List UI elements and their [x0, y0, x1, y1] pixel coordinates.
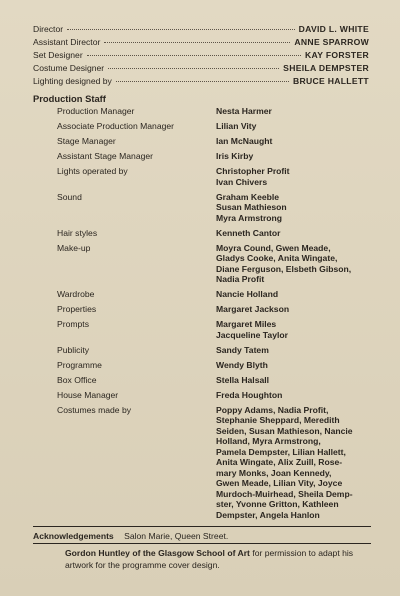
credits-list [33, 24, 369, 89]
staff-person-line: Myra Armstrong [216, 212, 283, 223]
staff-role: House Manager [57, 389, 119, 400]
staff-person-line: Pamela Dempster, Lilian Hallett, [216, 446, 346, 457]
divider [33, 526, 371, 527]
staff-people [216, 360, 372, 371]
staff-row [57, 405, 372, 521]
production-staff-list [57, 106, 372, 525]
staff-person-line: Ian McNaught [216, 136, 273, 146]
staff-people [216, 375, 372, 386]
staff-role: Assistant Stage Manager [57, 151, 154, 161]
staff-row [57, 345, 372, 356]
staff-role: Stage Manager [57, 136, 116, 146]
staff-row [57, 192, 372, 224]
staff-person-line: Sandy Tatem [216, 344, 269, 355]
staff-row [57, 319, 372, 340]
staff-people [216, 151, 372, 162]
staff-person-line: Nesta Harmer [216, 106, 272, 116]
credit-row [33, 37, 369, 50]
staff-role: Lights operated by [57, 166, 128, 176]
staff-person-line: Stephanie Sheppard, Meredith [216, 415, 340, 425]
acknowledgements-label: Acknowledgements [33, 531, 114, 541]
staff-row [57, 136, 372, 147]
staff-person-line: Diane Ferguson, Elsbeth Gibson, [216, 263, 352, 274]
credit-role: Lighting designed by [33, 76, 112, 86]
credit-name: ANNE SPARROW [294, 37, 369, 47]
staff-role: Properties [57, 304, 97, 314]
staff-row [57, 243, 372, 285]
staff-person-line: Kenneth Cantor [216, 227, 281, 238]
acknowledgements [33, 531, 373, 541]
credit-name: KAY FORSTER [305, 50, 369, 60]
staff-person-line: Graham Keeble [216, 191, 280, 202]
staff-person-line: Stella Halsall [216, 374, 270, 385]
dot-leader [108, 68, 279, 69]
staff-people [216, 192, 372, 224]
staff-person-line: Susan Mathieson [216, 202, 287, 212]
staff-people [216, 390, 372, 401]
staff-row [57, 360, 372, 371]
acknowledgements-text: Salon Marie, Queen Street. [124, 531, 229, 541]
staff-people [216, 345, 372, 356]
staff-row [57, 289, 372, 300]
staff-person-line: Poppy Adams, Nadia Profit, [216, 404, 329, 415]
staff-row [57, 151, 372, 162]
credit-name: DAVID L. WHITE [298, 24, 369, 34]
staff-people [216, 304, 372, 315]
credit-name: SHEILA DEMPSTER [283, 63, 369, 73]
staff-person-line: Christopher Profit [216, 166, 290, 176]
staff-person-line: Holland, Myra Armstrong, [216, 436, 321, 446]
staff-row [57, 390, 372, 401]
staff-person-line: Iris Kirby [216, 151, 254, 161]
staff-person-line: Margaret Jackson [216, 304, 290, 314]
staff-role: Publicity [57, 344, 89, 355]
staff-role: Wardrobe [57, 289, 95, 299]
staff-row [57, 228, 372, 239]
staff-role: Hair styles [57, 227, 98, 238]
staff-people [216, 136, 372, 147]
staff-person-line: Nancie Holland [216, 289, 279, 299]
staff-person-line: Seiden, Susan Mathieson, Nancie [216, 425, 353, 436]
staff-role: Associate Production Manager [57, 121, 175, 131]
staff-people [216, 289, 372, 300]
staff-role: Box Office [57, 374, 97, 385]
staff-person-line: Lilian Vity [216, 121, 257, 131]
staff-person-line: ster, Yvonne Gritton, Kathleen [216, 499, 339, 509]
staff-role: Prompts [57, 319, 89, 329]
staff-person-line: Gwen Meade, Lilian Vity, Joyce [216, 478, 343, 488]
staff-row [57, 106, 372, 117]
staff-person-line: mary Monks, Joan Kennedy, [216, 467, 332, 478]
acknowledgement-note-name: Gordon Huntley of the Glasgow School of Art [65, 548, 250, 558]
staff-person-line: Moyra Cound, Gwen Meade, [216, 242, 331, 253]
acknowledgement-note [65, 548, 368, 571]
staff-role: Sound [57, 191, 82, 202]
staff-role: Programme [57, 359, 102, 370]
divider [33, 543, 371, 544]
credit-row [33, 24, 369, 37]
dot-leader [87, 55, 301, 56]
staff-person-line: Dempster, Angela Hanlon [216, 509, 320, 520]
dot-leader [67, 29, 295, 30]
staff-people [216, 405, 372, 521]
staff-role: Production Manager [57, 106, 135, 116]
staff-person-line: Ivan Chivers [216, 176, 268, 187]
staff-row [57, 304, 372, 315]
dot-leader [116, 81, 289, 82]
staff-people [216, 243, 372, 285]
credit-role: Set Designer [33, 50, 83, 60]
production-staff-heading: Production Staff [33, 93, 106, 104]
credit-row [33, 63, 369, 76]
staff-row [57, 375, 372, 386]
staff-role: Costumes made by [57, 404, 132, 415]
staff-row [57, 166, 372, 187]
staff-people [216, 121, 372, 132]
staff-role: Make-up [57, 242, 91, 253]
credit-role: Director [33, 24, 64, 34]
dot-leader [104, 42, 290, 43]
staff-people [216, 319, 372, 340]
credit-name: BRUCE HALLETT [293, 76, 369, 86]
credit-row [33, 50, 369, 63]
acknowledgement-note-text: for permission to adapt his artwork for the programme cover design. [65, 548, 354, 570]
staff-people [216, 228, 372, 239]
staff-person-line: Anita Wingate, Alix Zuill, Rose- [216, 457, 343, 467]
credit-role: Assistant Director [33, 37, 101, 47]
staff-person-line: Murdoch-Muirhead, Sheila Demp- [216, 488, 353, 499]
staff-people [216, 166, 372, 187]
staff-person-line: Margaret Miles [216, 319, 277, 329]
staff-person-line: Wendy Blyth [216, 359, 268, 370]
credit-row [33, 76, 369, 89]
staff-person-line: Jacqueline Taylor [216, 329, 288, 340]
staff-person-line: Freda Houghton [216, 389, 283, 400]
staff-people [216, 106, 372, 117]
staff-person-line: Nadia Profit [216, 274, 265, 284]
staff-person-line: Gladys Cooke, Anita Wingate, [216, 253, 338, 263]
staff-row [57, 121, 372, 132]
credit-role: Costume Designer [33, 63, 105, 73]
